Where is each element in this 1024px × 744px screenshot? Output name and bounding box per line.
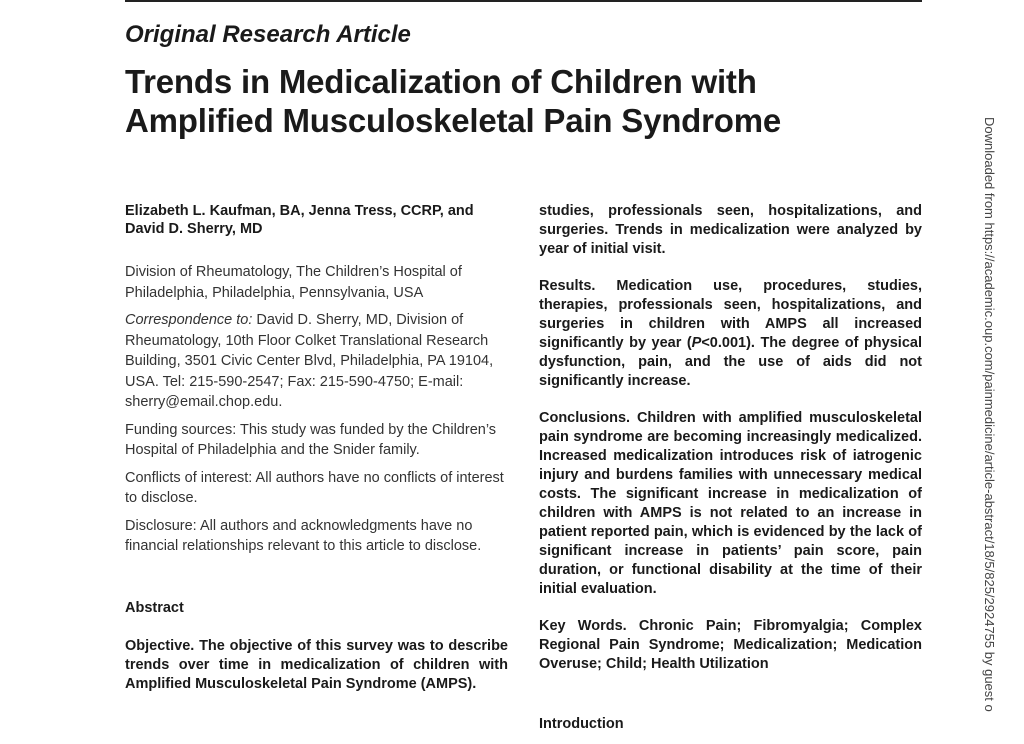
funding-statement: Funding sources: This study was funded by the Children’s Hospital of Philadelphia and the Snider family. [125,421,497,458]
title-line-2: Amplified Musculoskeletal Pain Syndrome [125,102,782,139]
conflicts-statement: Conflicts of interest: All authors have no conflicts of interest to disclose. [125,469,504,506]
abstract-methods-continued: studies, professionals seen, hospitalizations, and surgeries. Trends in medicalization were analyzed by year of initial visit. [539,203,922,257]
disclosure-statement: Disclosure: All authors and acknowledgments have no financial relationships relevant to this article to disclose. [125,517,482,554]
introduction-heading: Introduction [539,716,624,732]
abstract-heading: Abstract [125,599,184,616]
correspondence [125,310,508,413]
abstract-conclusions: Conclusions. Children with amplified musculoskeletal pain syndrome are becoming increasingly medicalized. Increased medicalization introduces risk of iatrogenic injury and burdens families with unnecessary medical costs. The significant increase in medicalization of children with AMPS is not related to an increase in patient reported pain, which is evidenced by the lack of significant increase in patients’ pain score, pain duration, or functional disability at the time of their initial evaluation. [539,410,922,597]
author-list: Elizabeth L. Kaufman, BA, Jenna Tress, CCRP, and David D. Sherry, MD [125,203,474,237]
right-column [539,202,922,732]
abstract-results [539,277,922,391]
correspondence-label: Correspondence to: [125,312,253,328]
results-text-start: Results. Medication use, procedures, studies, therapies, professionals seen, hospitalizations, and surgeries in children with AMPS all increased significantly by year ( [539,278,922,351]
key-words: Key Words. Chronic Pain; Fibromyalgia; Complex Regional Pain Syndrome; Medicalization; Medication Overuse; Child; Health Utilization [539,618,922,672]
abstract-objective: Objective. The objective of this survey was to describe trends over time in medicalization of children with Amplified Musculoskeletal Pain Syndrome (AMPS). [125,637,508,692]
top-rule [125,0,922,2]
results-p-symbol: P [691,335,702,351]
affiliation: Division of Rheumatology, The Children’s Hospital of Philadelphia, Philadelphia, Pennsylvania, USA [125,264,462,301]
download-watermark: Downloaded from https://academic.oup.com/painmedicine/article-abstract/18/5/825/2924755 by guest o [982,117,997,712]
article-type: Original Research Article [125,21,411,48]
correspondence-text: David D. Sherry, MD, Division of Rheumatology, 10th Floor Colket Translational Research Building, 3501 Civic Center Blvd, Philadelphia, PA 19104, USA. Tel: 215-590-2547; Fax: 215-590-4750; E-mail: sherry@email.chop.edu. [125,312,494,410]
results-text-end: <0.001). The degree of physical dysfunction, pain, and the use of aids did not significantly increase. [539,335,922,389]
article-title [125,62,915,140]
title-line-1: Trends in Medicalization of Children with [125,63,757,100]
left-column [125,202,508,694]
